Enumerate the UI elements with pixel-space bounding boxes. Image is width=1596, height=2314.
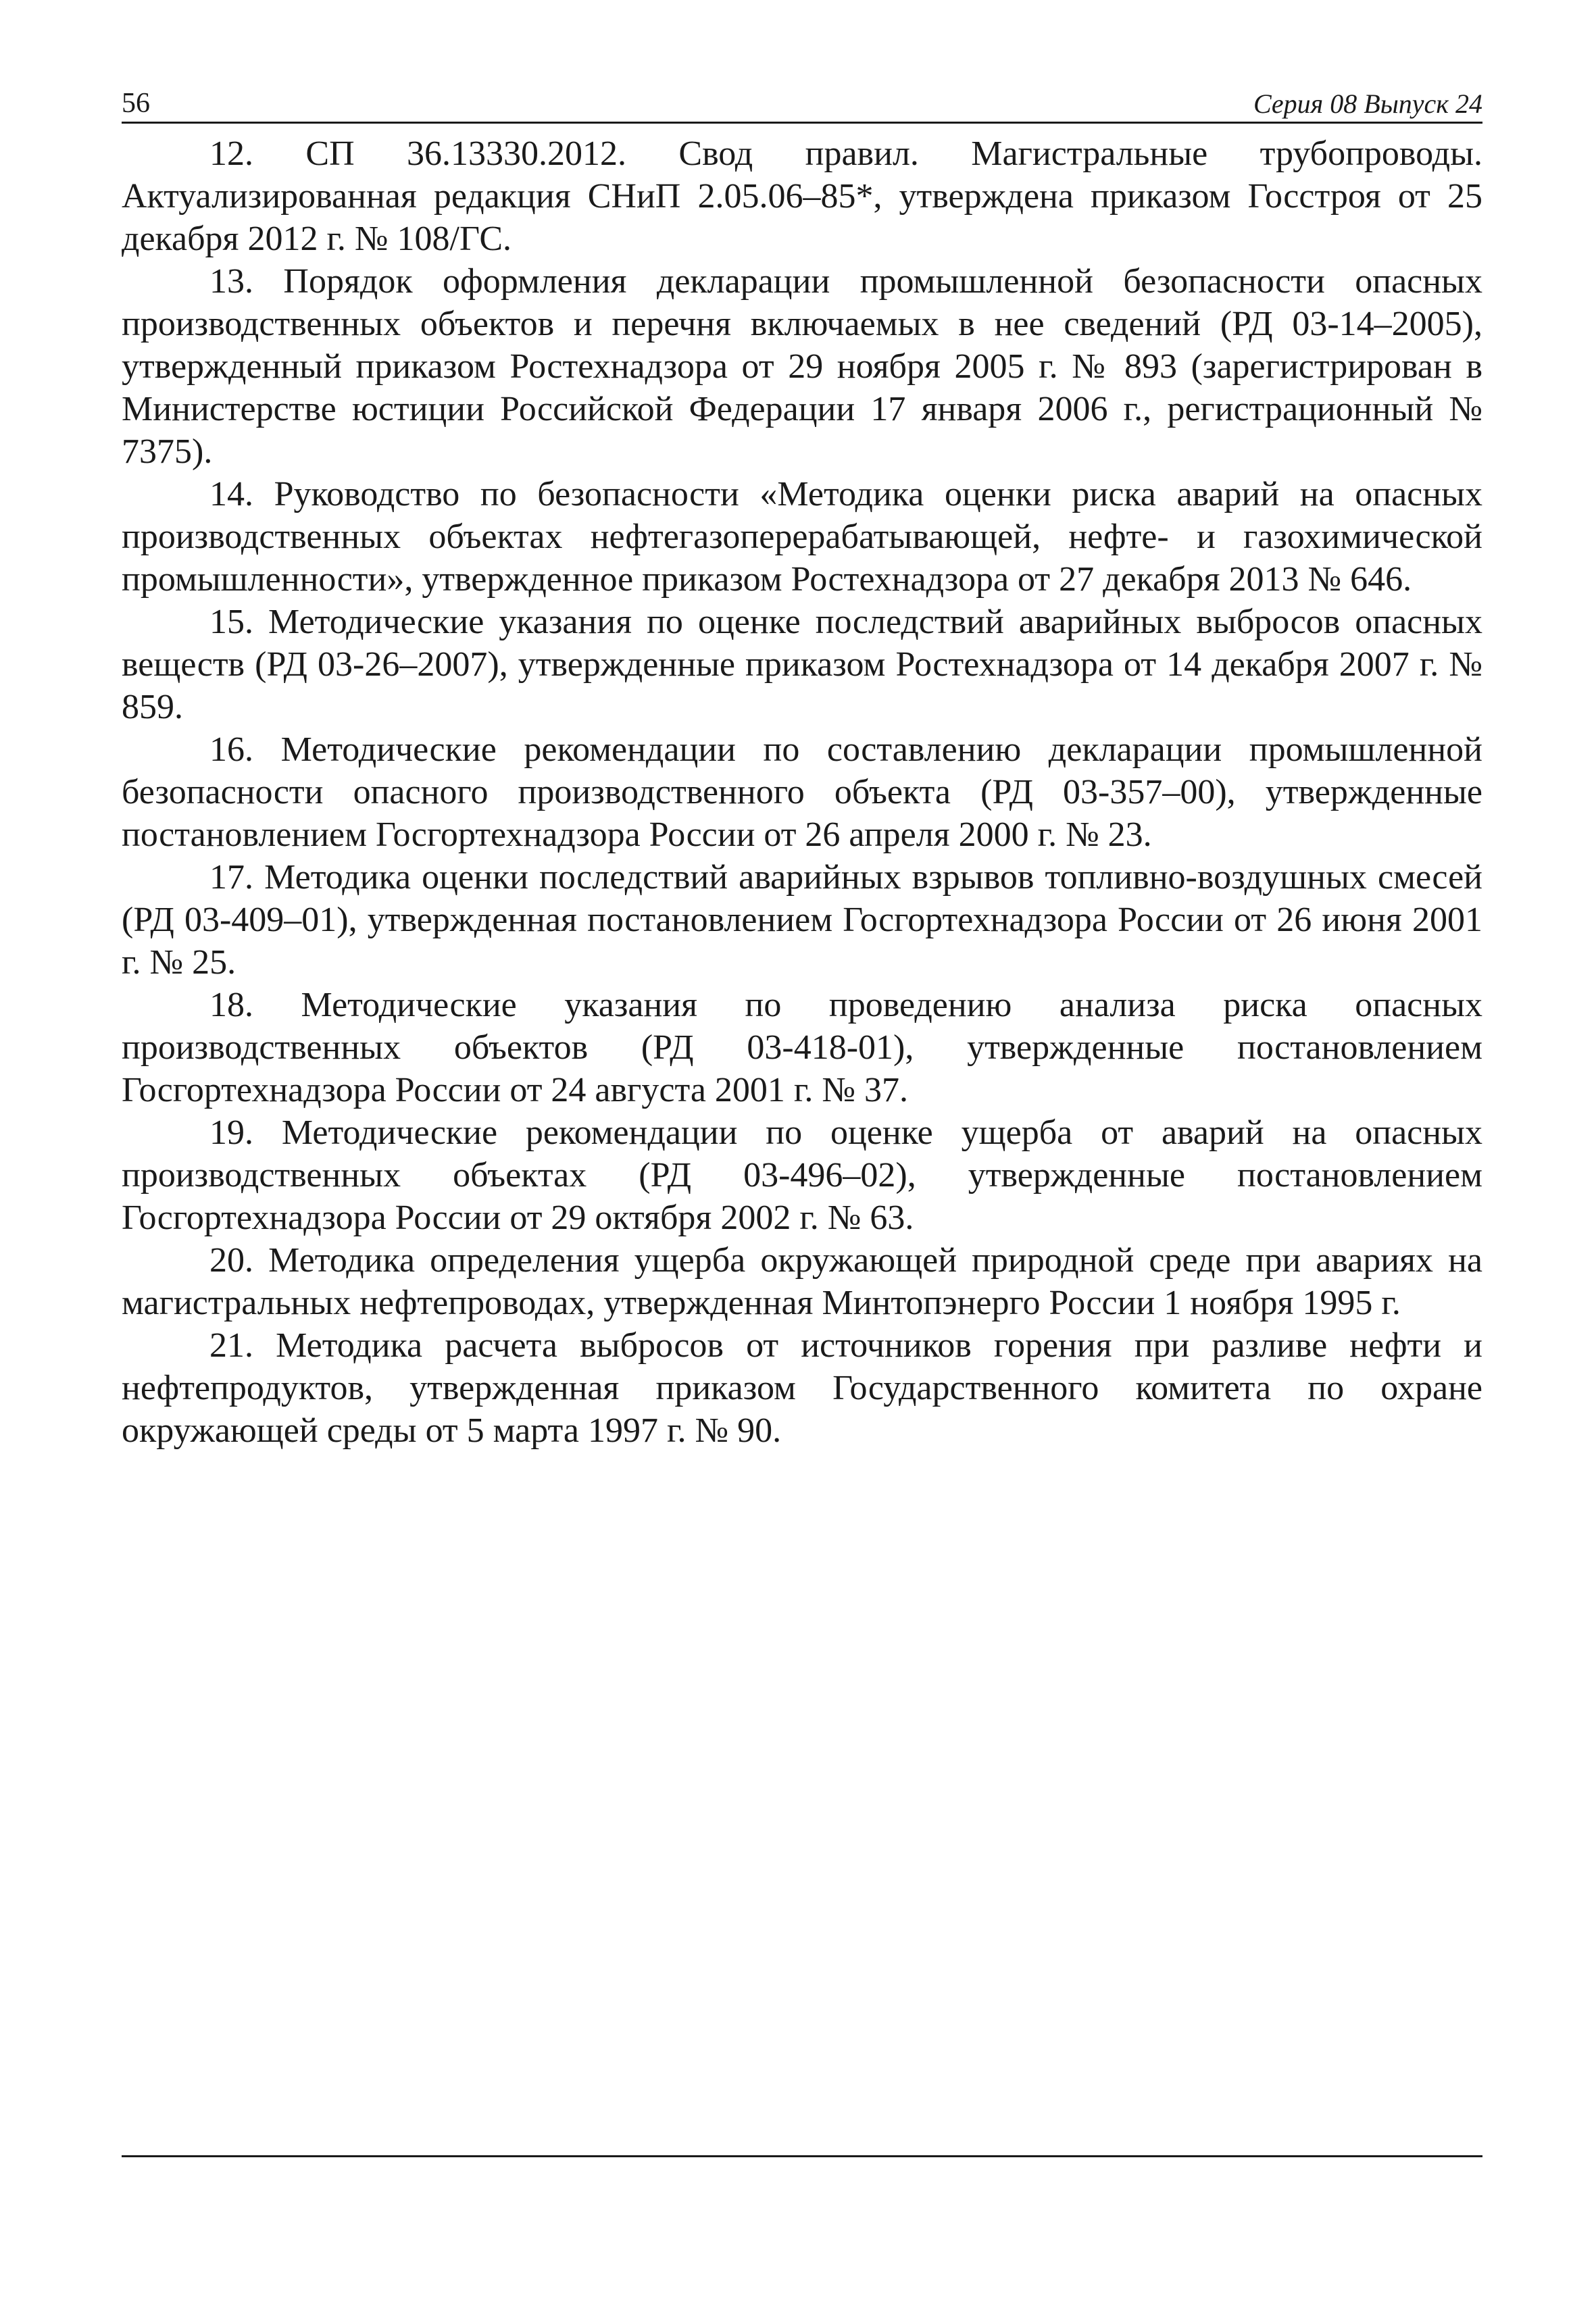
page-header <box>122 84 1482 124</box>
footer-rule <box>122 2155 1482 2157</box>
reference-item: 19. Методические рекомендации по оценке ущерба от аварий на опасных производственных объектах (РД 03-496–02), утвержденные постановлением Госгортехнадзора России от 29 октября 2002 г. № 63. <box>122 1113 1482 1237</box>
page-number: 56 <box>122 88 150 119</box>
reference-item: 14. Руководство по безопасности «Методика оценки риска аварий на опасных производственных объектах нефтегазоперерабатывающей, нефте- и газохимической промышленности», утвержденное приказом Ростехнадзора от 27 декабря 2013 № 646. <box>122 475 1482 599</box>
reference-item: 20. Методика определения ущерба окружающей природной среде при авариях на магистральных нефтепроводах, утвержденная Минтопэнерго России 1 ноября 1995 г. <box>122 1241 1482 1322</box>
reference-list <box>122 132 1482 1452</box>
reference-item: 13. Порядок оформления декларации промышленной безопасности опасных производственных объектов и перечня включаемых в нее сведений (РД 03-14–2005), утвержденный приказом Ростехнадзора от 29 ноября 2005 г. № 893 (зарегистрирован в Министерстве юстиции Российской Федерации 17 января 2006 г., регистрационный № 7375). <box>122 262 1482 471</box>
reference-item: 16. Методические рекомендации по составлению декларации промышленной безопасности опасного производственного объекта (РД 03-357–00), утвержденные постановлением Госгортехнадзора России от 26 апреля 2000 г. № 23. <box>122 730 1482 854</box>
reference-item: 21. Методика расчета выбросов от источников горения при разливе нефти и нефтепродуктов, утвержденная приказом Государственного комитета по охране окружающей среды от 5 марта 1997 г. № 90. <box>122 1326 1482 1450</box>
reference-item: 15. Методические указания по оценке последствий аварийных выбросов опасных веществ (РД 03-26–2007), утвержденные приказом Ростехнадзора от 14 декабря 2007 г. № 859. <box>122 603 1482 726</box>
reference-item: 12. СП 36.13330.2012. Свод правил. Магистральные трубопроводы. Актуализированная редакция СНиП 2.05.06–85*, утверждена приказом Госстроя от 25 декабря 2012 г. № 108/ГС. <box>122 134 1482 258</box>
series-label: Серия 08 Выпуск 24 <box>1253 89 1482 119</box>
reference-item: 17. Методика оценки последствий аварийных взрывов топливно-воздушных смесей (РД 03-409–01), утвержденная постановлением Госгортехнадзора России от 26 июня 2001 г. № 25. <box>122 858 1482 982</box>
reference-item: 18. Методические указания по проведению анализа риска опасных производственных объектов (РД 03-418-01), утвержденные постановлением Госгортехнадзора России от 24 августа 2001 г. № 37. <box>122 986 1482 1109</box>
